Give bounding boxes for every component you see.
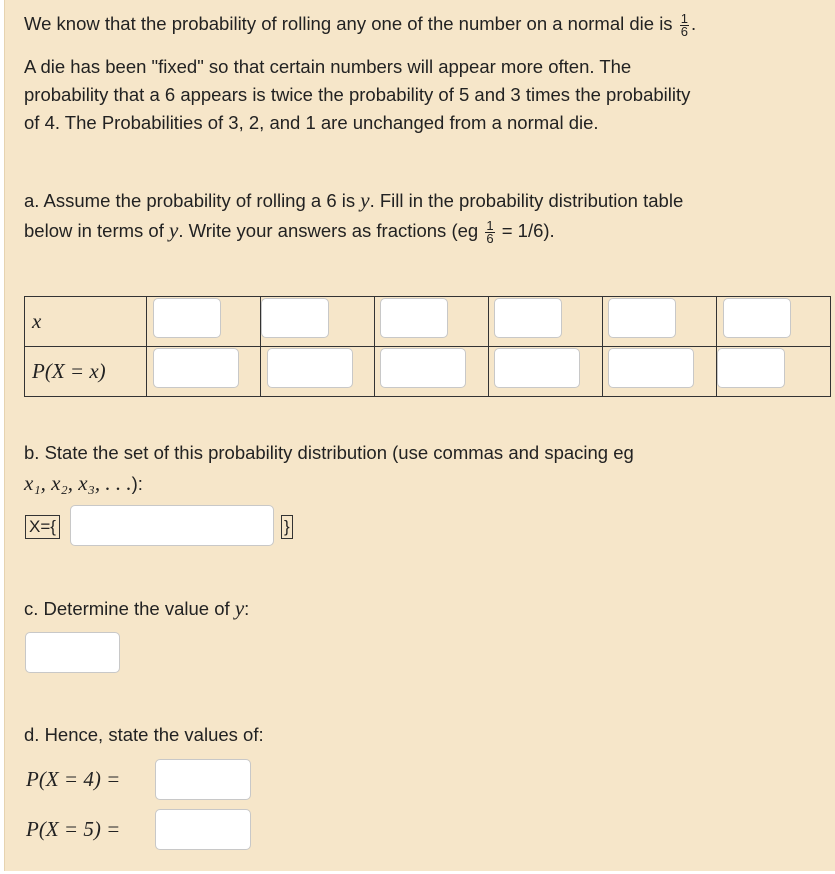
p-input-4[interactable]	[494, 348, 580, 388]
part-b-line-2: x₁, x₂, x₃, . . .):	[24, 471, 143, 495]
intro-text: We know that the probability of rolling any one of the number on a normal die is	[24, 13, 673, 34]
p5-label: P(X = 5) =	[26, 817, 121, 841]
distribution-table	[24, 296, 831, 397]
set-suffix-label: }	[281, 515, 293, 539]
row-label-x: x	[25, 297, 147, 347]
part-c-label: c. Determine the value of y:	[24, 596, 250, 620]
p-input-5[interactable]	[608, 348, 694, 388]
x-input-6[interactable]	[723, 298, 791, 338]
p-input-3[interactable]	[380, 348, 466, 388]
intro-line-1: We know that the probability of rolling any one of the number on a normal die is $\frac{1}{6}$ .	[24, 10, 697, 39]
var-y: y	[168, 218, 179, 242]
y-value-input[interactable]	[25, 632, 120, 673]
var-y: y	[234, 596, 245, 620]
set-prefix-label: X={	[25, 515, 60, 539]
var-y: y	[360, 188, 370, 212]
p4-label: P(X = 4) =	[26, 767, 121, 791]
p5-input[interactable]	[155, 809, 251, 850]
intro-paragraph-line: A die has been "fixed" so that certain numbers will appear more often. The	[24, 56, 632, 77]
part-b-line-1: b. State the set of this probability distribution (use commas and spacing eg	[24, 442, 634, 463]
intro-paragraph-line: probability that a 6 appears is twice the probability of 5 and 3 times the probability	[24, 84, 691, 105]
p-input-1[interactable]	[153, 348, 239, 388]
x-input-1[interactable]	[153, 298, 221, 338]
table-row-p	[25, 347, 831, 397]
fraction-one-sixth: $\frac{1}{6}$	[680, 10, 688, 39]
intro-paragraph-line: of 4. The Probabilities of 3, 2, and 1 are unchanged from a normal die.	[24, 112, 599, 133]
fraction-example: $\frac{1}{6}$	[486, 217, 494, 246]
x-input-5[interactable]	[608, 298, 676, 338]
x-input-2[interactable]	[261, 298, 329, 338]
table-row-x	[25, 297, 831, 347]
part-a-line-1: a. Assume the probability of rolling a 6 is y. Fill in the probability distribution table	[24, 188, 684, 212]
set-input[interactable]	[70, 505, 274, 546]
x-input-4[interactable]	[494, 298, 562, 338]
part-a-line-2: below in terms of y. Write your answers as fractions (eg $\frac{1}{6}$ = 1/6).	[24, 217, 555, 246]
p-input-2[interactable]	[267, 348, 353, 388]
x-input-3[interactable]	[380, 298, 448, 338]
p-input-6[interactable]	[717, 348, 785, 388]
row-label-p: P(X = x)	[25, 347, 147, 397]
p4-input[interactable]	[155, 759, 251, 800]
part-d-label: d. Hence, state the values of:	[24, 724, 264, 745]
